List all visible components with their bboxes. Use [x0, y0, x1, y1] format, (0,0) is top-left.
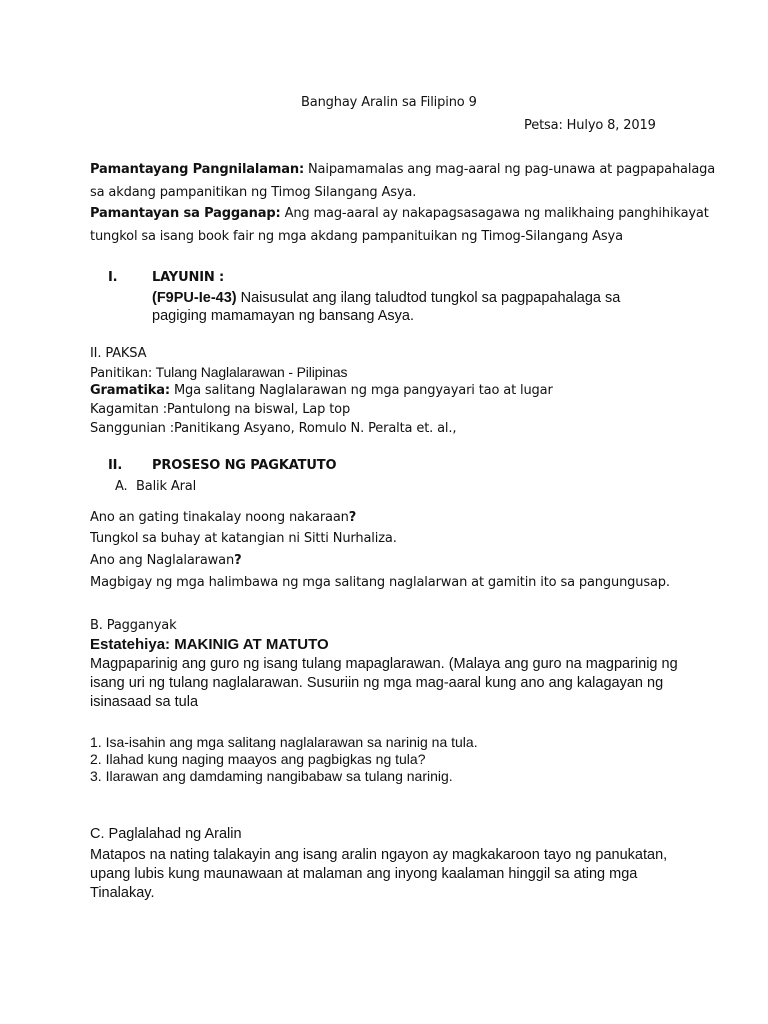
performance-standard-label: Pamantayan sa Pagganap: [90, 206, 281, 221]
gramatika-label: Gramatika: [90, 383, 170, 398]
review-question-1-text: Ano an gating tinakalay noong nakaraan [90, 510, 349, 525]
performance-standard-line-2: tungkol sa isang book fair ng mga akdang pampanituikan ng Timog-Silangang Asya [90, 229, 623, 244]
strategy-heading: Estatehiya: MAKINIG AT MATUTO [90, 636, 329, 653]
panitikan-value: Tulang Naglalarawan - Pilipinas [152, 364, 348, 380]
content-standard-line-1 [90, 162, 715, 177]
objective-line-2: pagiging mamamayan ng bansang Asya. [152, 308, 414, 324]
pagganyak-paragraph-line-1: Magpaparinig ang guro ng isang tulang mapaglarawan. (Malaya ang guro na magparinig ng [90, 656, 678, 672]
paglalahad-paragraph-line-2: upang lubis kung maunawaan at malaman ang inyong kaalaman hinggil sa ating mga [90, 866, 638, 882]
objective-text: Naisusulat ang ilang taludtod tungkol sa pagpapahalaga sa [236, 290, 621, 306]
objective-line-1 [152, 290, 620, 306]
section-heading-proseso: PROSESO NG PAGKATUTO [152, 458, 337, 473]
subsection-title-balik-aral: Balik Aral [136, 479, 197, 494]
pagganyak-item-3: 3. Ilarawan ang damdaming nangibabaw sa tulang narinig. [90, 768, 453, 784]
document-date: Petsa: Hulyo 8, 2019 [524, 118, 656, 133]
performance-standard-line-1 [90, 206, 709, 221]
paksa-sanggunian: Sanggunian :Panitikang Asyano, Romulo N. Peralta et. al., [90, 421, 457, 436]
paglalahad-paragraph-line-1: Matapos na nating talakayin ang isang aralin ngayon ay magkakaroon tayo ng panukatan, [90, 847, 668, 863]
performance-standard-text: Ang mag-aaral ay nakapagsasagawa ng malikhaing panghihikayat [280, 206, 709, 221]
content-standard-label: Pamantayang Pangnilalaman: [90, 162, 304, 177]
document-title: Banghay Aralin sa Filipino 9 [301, 95, 477, 110]
review-question-2 [90, 553, 241, 568]
section-heading-layunin: LAYUNIN : [152, 270, 225, 285]
pagganyak-paragraph-line-2: isang uri ng tulang naglalarawan. Susuriin ng mga mag-aaral kung ano ang kalagayan ng [90, 675, 664, 691]
review-question-2-text: Ano ang Naglalarawan [90, 553, 235, 568]
content-standard-text: Naipamamalas ang mag-aaral ng pag-unawa at pagpapahalaga [304, 162, 716, 177]
objective-code: (F9PU-Ie-43) [152, 290, 237, 306]
section-heading-paksa: II. PAKSA [90, 346, 147, 361]
review-answer-1: Tungkol sa buhay at katangian ni Sitti Nurhaliza. [90, 531, 397, 546]
subsection-heading-pagganyak: B. Pagganyak [90, 618, 177, 633]
section-numeral-layunin: I. [108, 270, 118, 285]
gramatika-value: Mga salitang Naglalarawan ng mga pangyayari tao at lugar [169, 383, 553, 398]
paksa-panitikan [90, 364, 347, 381]
paksa-gramatika [90, 383, 553, 398]
section-numeral-proseso: II. [108, 458, 123, 473]
paksa-kagamitan: Kagamitan :Pantulong na biswal, Lap top [90, 402, 351, 417]
pagganyak-paragraph-line-3: isinasaad sa tula [90, 694, 199, 710]
subsection-letter-a: A. [115, 479, 128, 494]
review-question-1-mark: ? [348, 510, 357, 525]
review-question-2-mark: ? [234, 553, 242, 568]
pagganyak-item-1: 1. Isa-isahin ang mga salitang naglalarawan sa narinig na tula. [90, 734, 478, 750]
pagganyak-item-2: 2. Ilahad kung naging maayos ang pagbigkas ng tula? [90, 751, 426, 767]
content-standard-line-2: sa akdang pampanitikan ng Timog Silangang Asya. [90, 185, 417, 200]
review-question-1 [90, 510, 356, 525]
subsection-heading-paglalahad: C. Paglalahad ng Aralin [90, 826, 242, 842]
paglalahad-paragraph-line-3: Tinalakay. [90, 885, 155, 901]
panitikan-label: Panitikan: [90, 366, 153, 381]
review-instruction: Magbigay ng mga halimbawa ng mga salitang naglalarwan at gamitin ito sa pangungusap. [90, 575, 670, 590]
